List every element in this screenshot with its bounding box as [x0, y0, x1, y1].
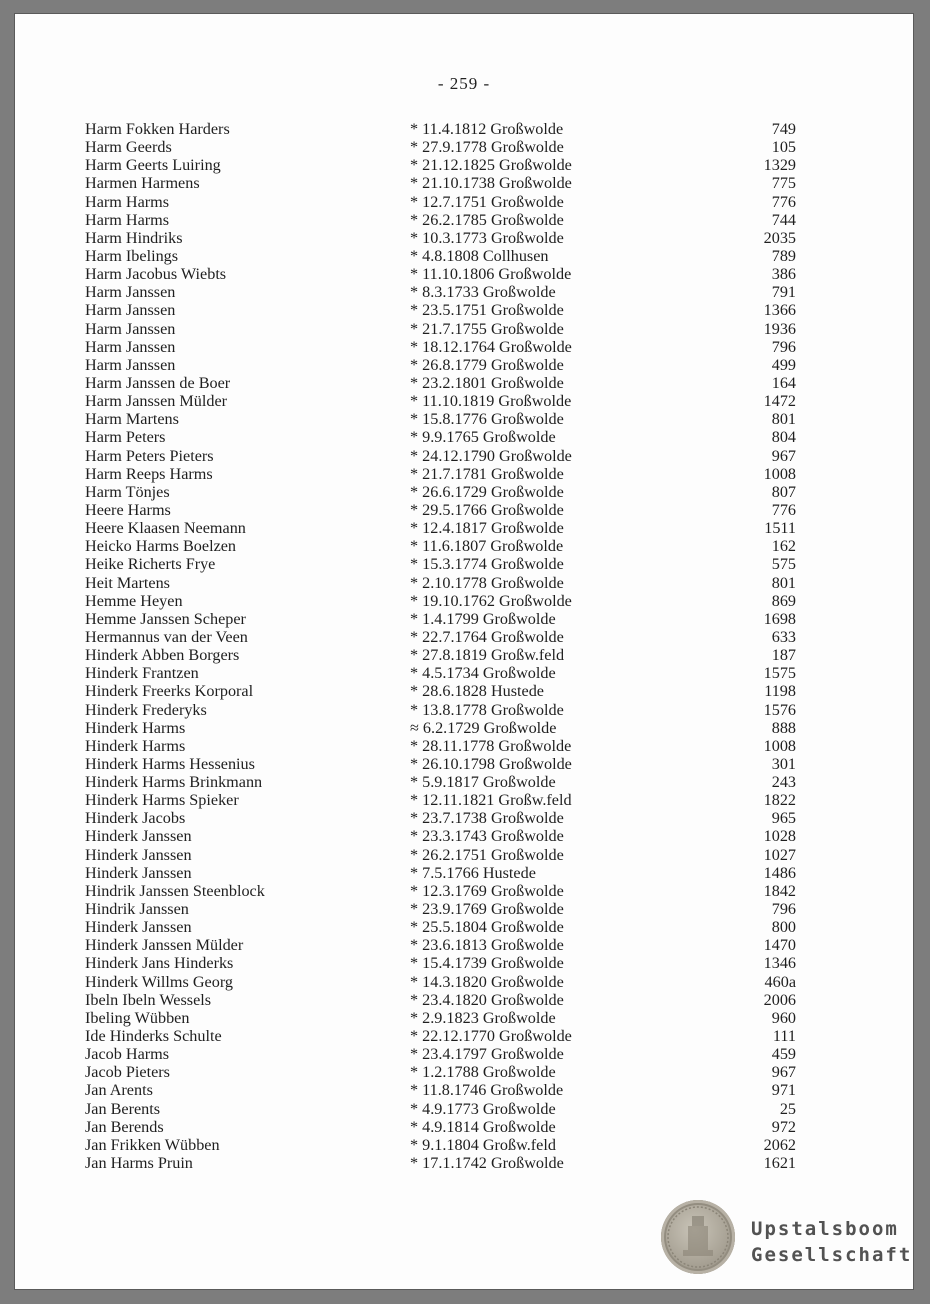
birth-record: * 23.7.1738 Großwolde: [410, 809, 564, 828]
watermark-line-1: Upstalsboom: [751, 1218, 899, 1240]
register-row: [15, 1118, 913, 1136]
person-name: Hindrik Janssen Steenblock: [85, 881, 265, 900]
birth-record: * 17.1.1742 Großwolde: [410, 1154, 564, 1173]
person-name: Hinderk Harms: [85, 736, 186, 755]
birth-record: * 11.8.1746 Großwolde: [410, 1081, 564, 1100]
birth-record: * 23.6.1813 Großwolde: [410, 936, 564, 955]
record-number: 749: [771, 120, 796, 138]
person-name: Jan Frikken Wübben: [85, 1135, 220, 1154]
record-number: 162: [771, 537, 796, 556]
record-number: 1329: [763, 156, 796, 175]
person-name: Harm Janssen: [85, 319, 176, 338]
register-row: [15, 900, 913, 918]
birth-record: * 4.5.1734 Großwolde: [410, 664, 556, 683]
register-row: [15, 701, 913, 719]
register-row: [15, 610, 913, 628]
record-number: 164: [771, 373, 796, 392]
record-number: 575: [771, 555, 796, 574]
register-row: [15, 1045, 913, 1063]
register-row: [15, 682, 913, 700]
record-number: 796: [771, 900, 796, 919]
birth-record: * 22.7.1764 Großwolde: [410, 627, 564, 646]
record-number: 1842: [763, 881, 796, 900]
person-name: Jan Berends: [85, 1117, 164, 1136]
record-number: 460a: [764, 972, 796, 991]
person-name: Harm Harms: [85, 210, 170, 229]
register-row: [15, 846, 913, 864]
register-row: [15, 174, 913, 192]
birth-record: * 14.3.1820 Großwolde: [410, 972, 564, 991]
register-row: [15, 320, 913, 338]
record-number: 965: [771, 809, 796, 828]
person-name: Jan Berents: [85, 1099, 161, 1118]
person-name: Harm Geerds: [85, 138, 172, 157]
birth-record: * 23.4.1820 Großwolde: [410, 990, 564, 1009]
person-name: Hinderk Janssen: [85, 918, 192, 937]
person-name: Harm Reeps Harms: [85, 464, 213, 483]
society-seal-icon: [661, 1200, 735, 1274]
birth-record: * 11.6.1807 Großwolde: [410, 537, 564, 556]
birth-record: * 18.12.1764 Großwolde: [410, 337, 572, 356]
birth-record: * 21.10.1738 Großwolde: [410, 174, 572, 193]
record-number: 105: [771, 138, 796, 157]
person-name: Harm Geerts Luiring: [85, 156, 221, 175]
record-number: 804: [771, 428, 796, 447]
birth-record: * 10.3.1773 Großwolde: [410, 228, 564, 247]
record-number: 888: [771, 718, 796, 737]
birth-record: * 12.4.1817 Großwolde: [410, 519, 564, 538]
register-row: [15, 809, 913, 827]
record-number: 1472: [763, 392, 796, 411]
register-row: [15, 338, 913, 356]
birth-record: * 26.8.1779 Großwolde: [410, 355, 564, 374]
record-number: 1470: [763, 936, 796, 955]
record-number: 1936: [763, 319, 796, 338]
record-number: 2006: [763, 990, 796, 1009]
birth-record: * 11.10.1806 Großwolde: [410, 265, 572, 284]
register-row: [15, 1027, 913, 1045]
person-name: Harm Janssen: [85, 301, 176, 320]
person-name: Jan Harms Pruin: [85, 1154, 193, 1173]
birth-record: * 21.12.1825 Großwolde: [410, 156, 572, 175]
birth-record: * 28.6.1828 Hustede: [410, 682, 544, 701]
record-number: 243: [771, 773, 796, 792]
person-name: Harm Janssen: [85, 337, 176, 356]
person-name: Hinderk Abben Borgers: [85, 646, 240, 665]
register-row: [15, 193, 913, 211]
person-name: Hinderk Janssen: [85, 845, 192, 864]
birth-record: * 8.3.1733 Großwolde: [410, 283, 556, 302]
birth-record: * 26.2.1785 Großwolde: [410, 210, 564, 229]
record-number: 791: [771, 283, 796, 302]
birth-record: * 2.9.1823 Großwolde: [410, 1008, 556, 1027]
person-name: Harm Fokken Harders: [85, 120, 230, 138]
person-name: Hinderk Harms Brinkmann: [85, 773, 263, 792]
register-row: [15, 501, 913, 519]
register-row: [15, 1136, 913, 1154]
register-row: [15, 773, 913, 791]
person-name: Heere Klaasen Neemann: [85, 519, 246, 538]
register-row: [15, 555, 913, 573]
record-number: 801: [771, 573, 796, 592]
register-row: [15, 918, 913, 936]
register-row: [15, 374, 913, 392]
register-row: [15, 973, 913, 991]
record-number: 1822: [763, 791, 796, 810]
record-number: 796: [771, 337, 796, 356]
register-row: [15, 138, 913, 156]
birth-record: * 1.4.1799 Großwolde: [410, 609, 556, 628]
person-name: Hinderk Freerks Korporal: [85, 682, 254, 701]
person-name: Hinderk Harms Spieker: [85, 791, 239, 810]
register-row: [15, 447, 913, 465]
register-row: [15, 664, 913, 682]
record-number: 633: [771, 627, 796, 646]
record-number: 1028: [763, 827, 796, 846]
birth-record: * 26.2.1751 Großwolde: [410, 845, 564, 864]
birth-record: * 25.5.1804 Großwolde: [410, 918, 564, 937]
register-row: [15, 428, 913, 446]
person-name: Heit Martens: [85, 573, 170, 592]
birth-record: * 9.9.1765 Großwolde: [410, 428, 556, 447]
record-number: 744: [771, 210, 796, 229]
person-name: Ide Hinderks Schulte: [85, 1027, 222, 1046]
person-name: Hermannus van der Veen: [85, 627, 248, 646]
person-name: Harm Peters: [85, 428, 166, 447]
register-row: [15, 864, 913, 882]
record-number: 967: [771, 446, 796, 465]
record-number: 111: [772, 1027, 796, 1046]
person-name: Harm Tönjes: [85, 482, 170, 501]
record-number: 972: [771, 1117, 796, 1136]
birth-record: ≈ 6.2.1729 Großwolde: [410, 718, 557, 737]
record-number: 789: [771, 246, 796, 265]
record-number: 1008: [763, 464, 796, 483]
register-row: [15, 827, 913, 845]
record-number: 960: [771, 1008, 796, 1027]
person-name: Ibeln Ibeln Wessels: [85, 990, 212, 1009]
person-name: Hinderk Jans Hinderks: [85, 954, 234, 973]
person-name: Hindrik Janssen: [85, 900, 189, 919]
register-row: [15, 229, 913, 247]
record-number: 1621: [763, 1154, 796, 1173]
person-name: Jacob Harms: [85, 1045, 170, 1064]
register-row: [15, 991, 913, 1009]
birth-record: * 22.12.1770 Großwolde: [410, 1027, 572, 1046]
register-row: [15, 120, 913, 138]
birth-record: * 27.9.1778 Großwolde: [410, 138, 564, 157]
record-number: 801: [771, 410, 796, 429]
person-name: Hemme Janssen Scheper: [85, 609, 246, 628]
birth-record: * 19.10.1762 Großwolde: [410, 591, 572, 610]
register-row: [15, 791, 913, 809]
record-number: 1486: [763, 863, 796, 882]
birth-record: * 21.7.1755 Großwolde: [410, 319, 564, 338]
register-row: [15, 1009, 913, 1027]
birth-record: * 23.5.1751 Großwolde: [410, 301, 564, 320]
page-number: - 259 -: [437, 74, 491, 93]
person-name: Hinderk Frantzen: [85, 664, 199, 683]
register-row: [15, 936, 913, 954]
birth-record: * 4.9.1773 Großwolde: [410, 1099, 556, 1118]
record-number: 807: [771, 482, 796, 501]
record-number: 776: [771, 192, 796, 211]
person-name: Harm Peters Pieters: [85, 446, 214, 465]
birth-record: * 7.5.1766 Hustede: [410, 863, 536, 882]
person-name: Harm Martens: [85, 410, 179, 429]
birth-record: * 27.8.1819 Großw.feld: [410, 646, 565, 665]
person-name: Hinderk Harms: [85, 718, 186, 737]
record-number: 1698: [763, 609, 796, 628]
person-name: Jacob Pieters: [85, 1063, 170, 1082]
register-row: [15, 592, 913, 610]
person-name: Harm Jacobus Wiebts: [85, 265, 227, 284]
record-number: 459: [771, 1045, 796, 1064]
birth-record: * 1.2.1788 Großwolde: [410, 1063, 556, 1082]
person-name: Harm Ibelings: [85, 246, 179, 265]
record-number: 776: [771, 500, 796, 519]
person-name: Hinderk Frederyks: [85, 700, 207, 719]
person-name: Harm Janssen Mülder: [85, 392, 228, 411]
register-row: [15, 301, 913, 319]
person-name: Hinderk Jacobs: [85, 809, 186, 828]
register-row: [15, 1063, 913, 1081]
birth-record: * 11.4.1812 Großwolde: [410, 120, 564, 138]
birth-record: * 12.11.1821 Großw.feld: [410, 791, 572, 810]
birth-record: * 2.10.1778 Großwolde: [410, 573, 564, 592]
birth-record: * 24.12.1790 Großwolde: [410, 446, 572, 465]
person-name: Harm Janssen de Boer: [85, 373, 231, 392]
person-name: Harmen Harmens: [85, 174, 200, 193]
record-number: 2062: [763, 1135, 796, 1154]
record-number: 1198: [764, 682, 796, 701]
person-name: Harm Janssen: [85, 355, 176, 374]
register-row: [15, 1081, 913, 1099]
register-list: [15, 120, 913, 1172]
person-name: Hinderk Janssen Mülder: [85, 936, 244, 955]
birth-record: * 4.8.1808 Collhusen: [410, 246, 549, 265]
register-row: [15, 537, 913, 555]
person-name: Hinderk Janssen: [85, 863, 192, 882]
register-row: [15, 211, 913, 229]
birth-record: * 15.3.1774 Großwolde: [410, 555, 564, 574]
birth-record: * 11.10.1819 Großwolde: [410, 392, 572, 411]
record-number: 1027: [763, 845, 796, 864]
register-row: [15, 247, 913, 265]
register-row: [15, 755, 913, 773]
register-row: [15, 628, 913, 646]
record-number: 386: [771, 265, 796, 284]
birth-record: * 4.9.1814 Großwolde: [410, 1117, 556, 1136]
record-number: 1346: [763, 954, 796, 973]
person-name: Heere Harms: [85, 500, 171, 519]
document-page: [15, 14, 913, 1289]
person-name: Hinderk Willms Georg: [85, 972, 234, 991]
record-number: 971: [771, 1081, 796, 1100]
birth-record: * 26.6.1729 Großwolde: [410, 482, 564, 501]
person-name: Ibeling Wübben: [85, 1008, 190, 1027]
birth-record: * 5.9.1817 Großwolde: [410, 773, 556, 792]
register-row: [15, 1100, 913, 1118]
birth-record: * 23.4.1797 Großwolde: [410, 1045, 564, 1064]
birth-record: * 13.8.1778 Großwolde: [410, 700, 564, 719]
person-name: Harm Harms: [85, 192, 170, 211]
birth-record: * 21.7.1781 Großwolde: [410, 464, 564, 483]
birth-record: * 15.4.1739 Großwolde: [410, 954, 564, 973]
register-row: [15, 954, 913, 972]
person-name: Jan Arents: [85, 1081, 153, 1100]
watermark-line-2: Gesellschaft: [751, 1244, 913, 1266]
register-row: [15, 519, 913, 537]
record-number: 1008: [763, 736, 796, 755]
register-row: [15, 410, 913, 428]
birth-record: * 15.8.1776 Großwolde: [410, 410, 564, 429]
register-row: [15, 574, 913, 592]
record-number: 1575: [763, 664, 796, 683]
birth-record: * 9.1.1804 Großw.feld: [410, 1135, 556, 1154]
register-row: [15, 719, 913, 737]
birth-record: * 26.10.1798 Großwolde: [410, 754, 572, 773]
birth-record: * 12.7.1751 Großwolde: [410, 192, 564, 211]
register-row: [15, 356, 913, 374]
register-row: [15, 483, 913, 501]
person-name: Hemme Heyen: [85, 591, 183, 610]
birth-record: * 29.5.1766 Großwolde: [410, 500, 564, 519]
register-row: [15, 646, 913, 664]
record-number: 187: [771, 646, 796, 665]
person-name: Harm Hindriks: [85, 228, 183, 247]
person-name: Heicko Harms Boelzen: [85, 537, 237, 556]
record-number: 800: [771, 918, 796, 937]
register-row: [15, 156, 913, 174]
person-name: Heike Richerts Frye: [85, 555, 216, 574]
register-row: [15, 265, 913, 283]
birth-record: * 23.9.1769 Großwolde: [410, 900, 564, 919]
register-row: [15, 283, 913, 301]
person-name: Harm Janssen: [85, 283, 176, 302]
record-number: 1511: [764, 519, 796, 538]
society-watermark: [661, 1200, 911, 1278]
birth-record: * 23.3.1743 Großwolde: [410, 827, 564, 846]
register-row: [15, 737, 913, 755]
person-name: Hinderk Harms Hessenius: [85, 754, 255, 773]
record-number: 499: [771, 355, 796, 374]
register-row: [15, 465, 913, 483]
register-row: [15, 882, 913, 900]
record-number: 1366: [763, 301, 796, 320]
register-row: [15, 392, 913, 410]
record-number: 1576: [763, 700, 796, 719]
record-number: 967: [771, 1063, 796, 1082]
record-number: 2035: [763, 228, 796, 247]
record-number: 869: [771, 591, 796, 610]
person-name: Hinderk Janssen: [85, 827, 192, 846]
record-number: 25: [779, 1099, 796, 1118]
register-row: [15, 1154, 913, 1172]
birth-record: * 12.3.1769 Großwolde: [410, 881, 564, 900]
birth-record: * 23.2.1801 Großwolde: [410, 373, 564, 392]
record-number: 775: [771, 174, 796, 193]
record-number: 301: [771, 754, 796, 773]
birth-record: * 28.11.1778 Großwolde: [410, 736, 572, 755]
